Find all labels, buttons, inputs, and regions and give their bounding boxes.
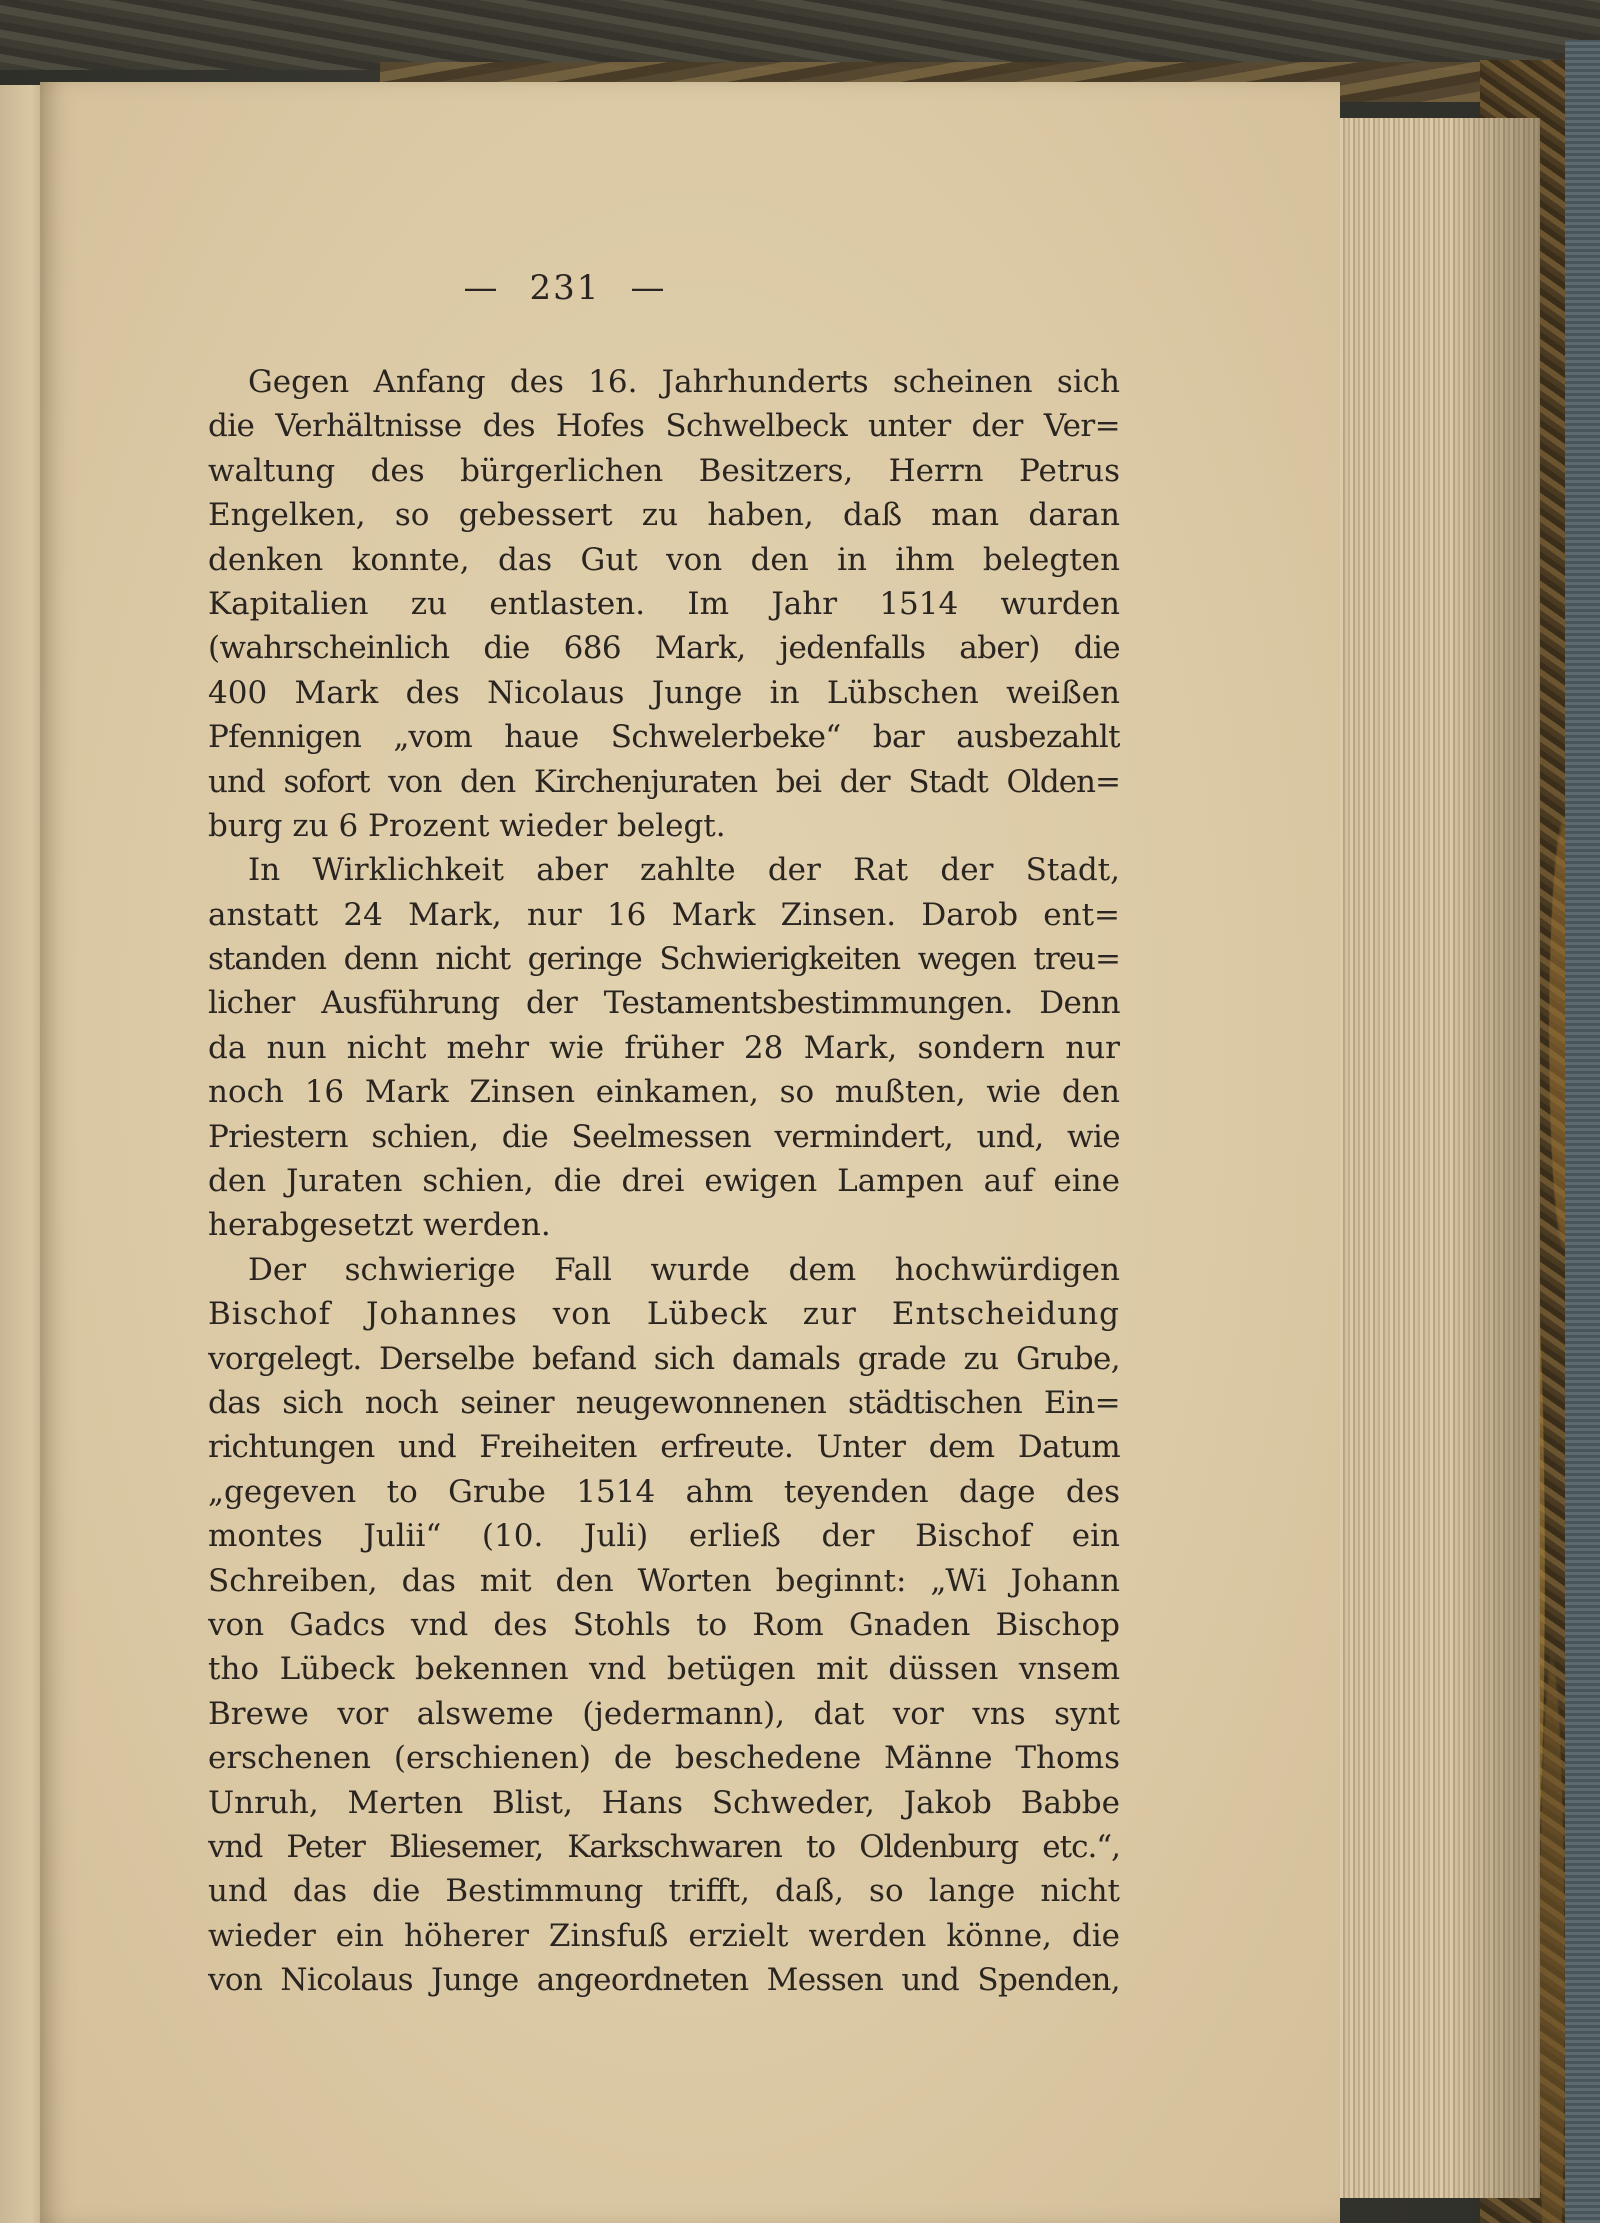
text-line: burg zu 6 Prozent wieder belegt. (208, 807, 726, 844)
text-line: Unruh, Merten Blist, Hans Schweder, Jakob Babbe (208, 1784, 1120, 1821)
text-line: montes Julii“ (10. Juli) erließ der Bischof ein (208, 1518, 1120, 1555)
text-line: Gegen Anfang des 16. Jahrhunderts scheinen sich (248, 364, 1120, 400)
text-line: Brewe vor alsweme (jedermann), dat vor vns synt (208, 1695, 1120, 1732)
binding-top-edge (0, 0, 1600, 70)
text-line: die Verhältnisse des Hofes Schwelbeck unter der Ver= (208, 408, 1120, 445)
book-page (40, 82, 1340, 2223)
text-line: von Gadcs vnd des Stohls to Rom Gnaden Bischop (208, 1606, 1120, 1643)
body-text (208, 360, 1120, 2002)
text-line: denken konnte, das Gut von den in ihm belegten (208, 541, 1120, 578)
text-line: erschenen (erschienen) de beschedene Männe Thoms (208, 1740, 1120, 1777)
text-line: herabgesetzt werden. (208, 1207, 551, 1244)
text-line: den Juraten schien, die drei ewigen Lampen auf eine (208, 1163, 1120, 1200)
text-line: 400 Mark des Nicolaus Junge in Lübschen weißen (208, 674, 1120, 711)
text-line: Der schwierige Fall wurde dem hochwürdigen (248, 1251, 1120, 1288)
text-line: Priestern schien, die Seelmessen vermindert, und, wie (208, 1118, 1120, 1155)
page-number-header (40, 268, 1090, 308)
text-line: licher Ausführung der Testamentsbestimmungen. Denn (208, 985, 1120, 1022)
header-dash-left: — (463, 268, 500, 308)
text-line: Kapitalien zu entlasten. Im Jahr 1514 wurden (208, 585, 1120, 622)
text-line: Engelken, so gebessert zu haben, daß man daran (208, 497, 1120, 534)
text-line: vorgelegt. Derselbe befand sich damals grade zu Grube, (208, 1340, 1120, 1377)
text-line: von Nicolaus Junge angeordneten Messen und Spenden, (208, 1962, 1120, 1999)
text-line: standen denn nicht geringe Schwierigkeiten wegen treu= (208, 941, 1120, 978)
text-line: Bischof Johannes von Lübeck zur Entscheidung (208, 1296, 1120, 1333)
text-line: und das die Bestimmung trifft, daß, so lange nicht (208, 1873, 1120, 1910)
text-line: „gegeven to Grube 1514 ahm teyenden dage des (208, 1473, 1120, 1510)
text-line: tho Lübeck bekennen vnd betügen mit düssen vnsem (208, 1651, 1120, 1688)
cloth-spine-strip (1565, 40, 1600, 2223)
text-line: vnd Peter Bliesemer, Karkschwaren to Oldenburg etc.“, (208, 1828, 1120, 1865)
text-line: das sich noch seiner neugewonnenen städtischen Ein= (208, 1384, 1120, 1421)
text-line: und sofort von den Kirchenjuraten bei der Stadt Olden= (208, 763, 1120, 800)
header-dash-right: — (630, 268, 667, 308)
text-line: Pfennigen „vom haue Schwelerbeke“ bar ausbezahlt (208, 719, 1120, 756)
text-line: In Wirklichkeit aber zahlte der Rat der Stadt, (248, 852, 1120, 889)
text-line: richtungen und Freiheiten erfreute. Unter dem Datum (208, 1429, 1120, 1466)
page-number: 231 (529, 268, 601, 308)
page-block-shadow (1450, 118, 1540, 2198)
text-line: wieder ein höherer Zinsfuß erzielt werden könne, die (208, 1917, 1120, 1954)
text-line: (wahrscheinlich die 686 Mark, jedenfalls aber) die (208, 630, 1120, 667)
text-line: da nun nicht mehr wie früher 28 Mark, sondern nur (208, 1029, 1120, 1066)
text-line: noch 16 Mark Zinsen einkamen, so mußten, wie den (208, 1074, 1120, 1111)
text-line: waltung des bürgerlichen Besitzers, Herrn Petrus (208, 452, 1120, 489)
text-line: Schreiben, das mit den Worten beginnt: „Wi Johann (208, 1562, 1120, 1599)
text-line: anstatt 24 Mark, nur 16 Mark Zinsen. Darob ent= (208, 896, 1120, 933)
